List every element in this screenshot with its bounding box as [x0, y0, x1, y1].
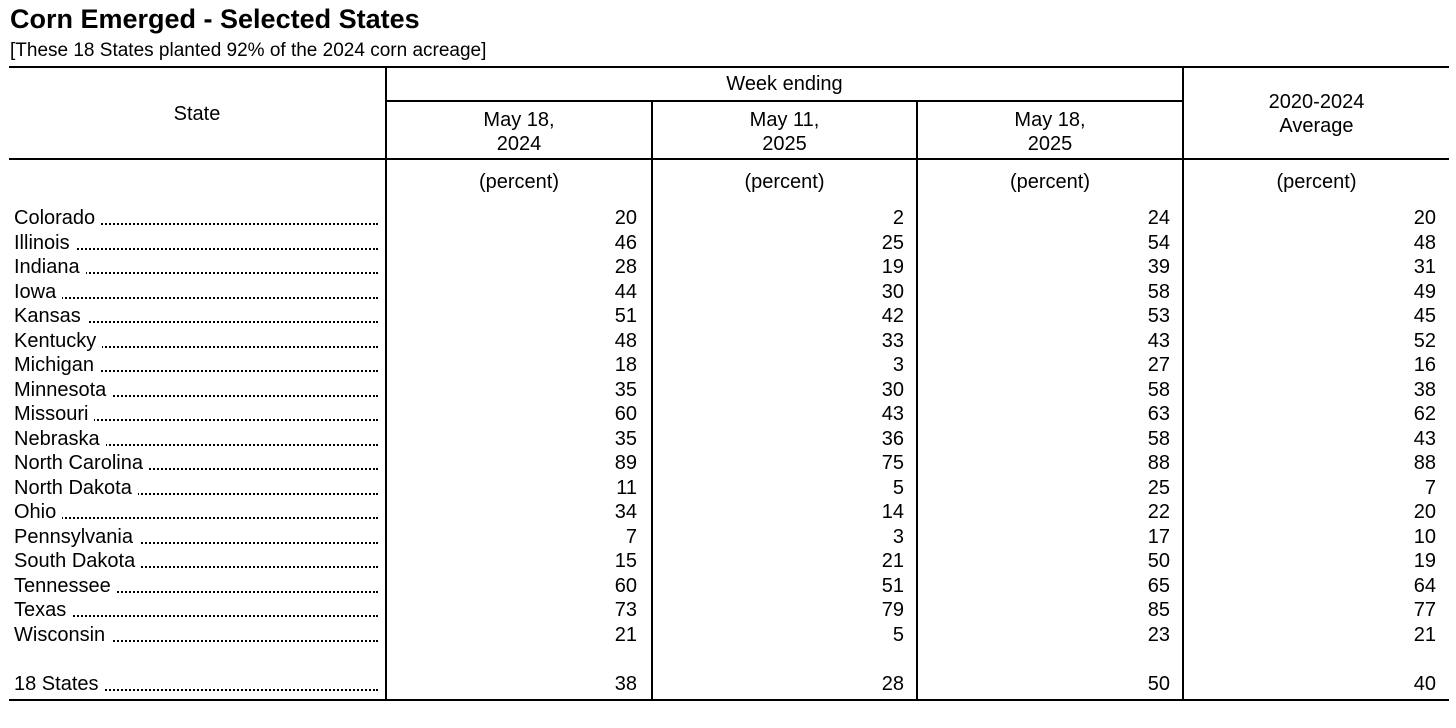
value-cell: 53 [1147, 305, 1170, 327]
value-cell: 65 [1147, 574, 1170, 597]
value-cell: 58 [1147, 427, 1170, 450]
value-cell: 17 [1147, 525, 1170, 548]
value-cell: 48 [1413, 231, 1436, 254]
header-line: 2024 [496, 133, 542, 155]
state-cell [14, 672, 378, 696]
value-cell: 7 [1424, 476, 1436, 499]
value-cell: 3 [892, 354, 904, 376]
value-cell: 58 [1147, 280, 1170, 303]
value-cell: 60 [614, 403, 637, 425]
value-cell: 23 [1147, 623, 1170, 646]
value-cell: 51 [881, 574, 904, 597]
unit-label: (percent) [1009, 171, 1091, 193]
state-name: Michigan [14, 354, 100, 376]
state-name: Missouri [14, 403, 94, 425]
dot-leader [14, 297, 378, 299]
state-cell [14, 427, 378, 451]
value-cell: 50 [1147, 673, 1170, 695]
page-title: Corn Emerged - Selected States [10, 4, 420, 34]
state-cell [14, 574, 378, 598]
state-name: Illinois [14, 232, 76, 254]
state-name: Wisconsin [14, 624, 111, 646]
value-cell: 30 [881, 378, 904, 401]
value-cell: 19 [881, 256, 904, 278]
value-cell: 43 [1147, 329, 1170, 352]
state-cell [14, 378, 378, 402]
value-cell: 34 [614, 501, 637, 523]
value-cell: 15 [614, 550, 637, 572]
value-cell: 19 [1413, 550, 1436, 572]
value-cell: 58 [1147, 378, 1170, 401]
value-cell: 2 [892, 207, 904, 229]
value-cell: 50 [1147, 550, 1170, 572]
value-cell: 89 [614, 452, 637, 474]
page-subtitle: [These 18 States planted 92% of the 2024 corn acreage] [10, 40, 487, 61]
value-cell: 16 [1413, 354, 1436, 376]
value-cell: 28 [614, 256, 637, 278]
value-cell: 35 [614, 427, 637, 450]
value-cell: 60 [614, 574, 637, 597]
state-name: 18 States [14, 673, 105, 695]
value-cell: 75 [881, 452, 904, 474]
value-cell: 3 [892, 525, 904, 548]
value-cell: 11 [616, 476, 637, 499]
state-name: Ohio [14, 501, 62, 523]
header-col-may18-2024 [387, 108, 651, 156]
state-cell [14, 500, 378, 524]
unit-label: (percent) [744, 171, 825, 193]
value-cell: 77 [1413, 599, 1436, 621]
state-cell [14, 353, 378, 377]
value-cell: 21 [881, 550, 904, 572]
state-name: Iowa [14, 281, 62, 303]
header-col-may11-2025 [653, 108, 916, 156]
value-cell: 43 [881, 403, 904, 425]
value-cell: 24 [1147, 207, 1170, 229]
state-cell [14, 549, 378, 573]
header-line: 2025 [1027, 133, 1073, 155]
value-cell: 64 [1413, 574, 1436, 597]
state-name: North Dakota [14, 477, 138, 499]
header-line: Average [1279, 115, 1354, 137]
value-cell: 28 [881, 673, 904, 695]
value-cell: 30 [881, 280, 904, 303]
state-cell [14, 304, 378, 328]
state-name: Indiana [14, 256, 86, 278]
value-cell: 73 [614, 599, 637, 621]
header-line: May 11, [749, 109, 820, 131]
state-name: Tennessee [14, 575, 117, 597]
dot-leader [14, 517, 378, 519]
state-name: Pennsylvania [14, 526, 139, 548]
header-week-ending: Week ending [726, 73, 843, 95]
header-col-average [1184, 90, 1449, 138]
value-cell: 51 [614, 305, 637, 327]
value-cell: 44 [614, 280, 637, 303]
header-line: 2020-2024 [1268, 91, 1365, 113]
state-cell [14, 280, 378, 304]
value-cell: 62 [1413, 403, 1436, 425]
value-cell: 85 [1147, 599, 1170, 621]
value-cell: 21 [1413, 623, 1436, 646]
value-cell: 48 [614, 329, 637, 352]
value-cell: 39 [1147, 256, 1170, 278]
value-cell: 36 [881, 427, 904, 450]
value-cell: 21 [614, 623, 637, 646]
value-cell: 46 [614, 231, 637, 254]
value-cell: 25 [1147, 476, 1170, 499]
value-cell: 7 [625, 525, 637, 548]
state-cell [14, 329, 378, 353]
value-cell: 27 [1147, 354, 1170, 376]
state-name: Nebraska [14, 428, 106, 450]
state-cell [14, 206, 378, 230]
value-cell: 35 [614, 378, 637, 401]
header-state: State [173, 103, 221, 125]
value-cell: 42 [881, 305, 904, 327]
value-cell: 43 [1413, 427, 1436, 450]
state-name: South Dakota [14, 550, 141, 572]
state-name: Kansas [14, 305, 87, 327]
header-col-may18-2025 [918, 108, 1182, 156]
value-cell: 88 [1413, 452, 1436, 474]
header-bottom-rule [9, 158, 1449, 160]
state-name: North Carolina [14, 452, 149, 474]
value-cell: 79 [881, 599, 904, 621]
week-ending-rule [386, 100, 1183, 102]
unit-label: (percent) [1276, 171, 1357, 193]
value-cell: 22 [1147, 501, 1170, 523]
state-cell [14, 231, 378, 255]
header-line: May 18, [483, 109, 555, 131]
value-cell: 54 [1147, 231, 1170, 254]
value-cell: 88 [1147, 452, 1170, 474]
header-line: May 18, [1014, 109, 1086, 131]
value-cell: 25 [881, 231, 904, 254]
value-cell: 49 [1413, 280, 1436, 303]
value-cell: 63 [1147, 403, 1170, 425]
value-cell: 20 [1413, 207, 1436, 229]
value-cell: 20 [1413, 501, 1436, 523]
value-cell: 20 [614, 207, 637, 229]
state-name: Colorado [14, 207, 101, 229]
state-cell [14, 451, 378, 475]
value-cell: 5 [892, 623, 904, 646]
state-cell [14, 476, 378, 500]
state-cell [14, 598, 378, 622]
unit-label: (percent) [478, 171, 560, 193]
value-cell: 31 [1413, 256, 1436, 278]
value-cell: 5 [892, 476, 904, 499]
value-cell: 52 [1413, 329, 1436, 352]
state-name: Minnesota [14, 379, 112, 401]
table-top-rule [9, 66, 1449, 68]
table-bottom-rule [9, 699, 1449, 701]
value-cell: 14 [881, 501, 904, 523]
value-cell: 38 [614, 673, 637, 695]
value-cell: 33 [881, 329, 904, 352]
state-cell [14, 525, 378, 549]
state-name: Kentucky [14, 330, 102, 352]
value-cell: 45 [1413, 305, 1436, 327]
state-cell [14, 623, 378, 647]
value-cell: 40 [1413, 673, 1436, 695]
value-cell: 18 [614, 354, 637, 376]
state-name: Texas [14, 599, 72, 621]
header-line: 2025 [762, 133, 807, 155]
value-cell: 38 [1413, 378, 1436, 401]
value-cell: 10 [1413, 525, 1436, 548]
state-cell [14, 255, 378, 279]
state-cell [14, 402, 378, 426]
